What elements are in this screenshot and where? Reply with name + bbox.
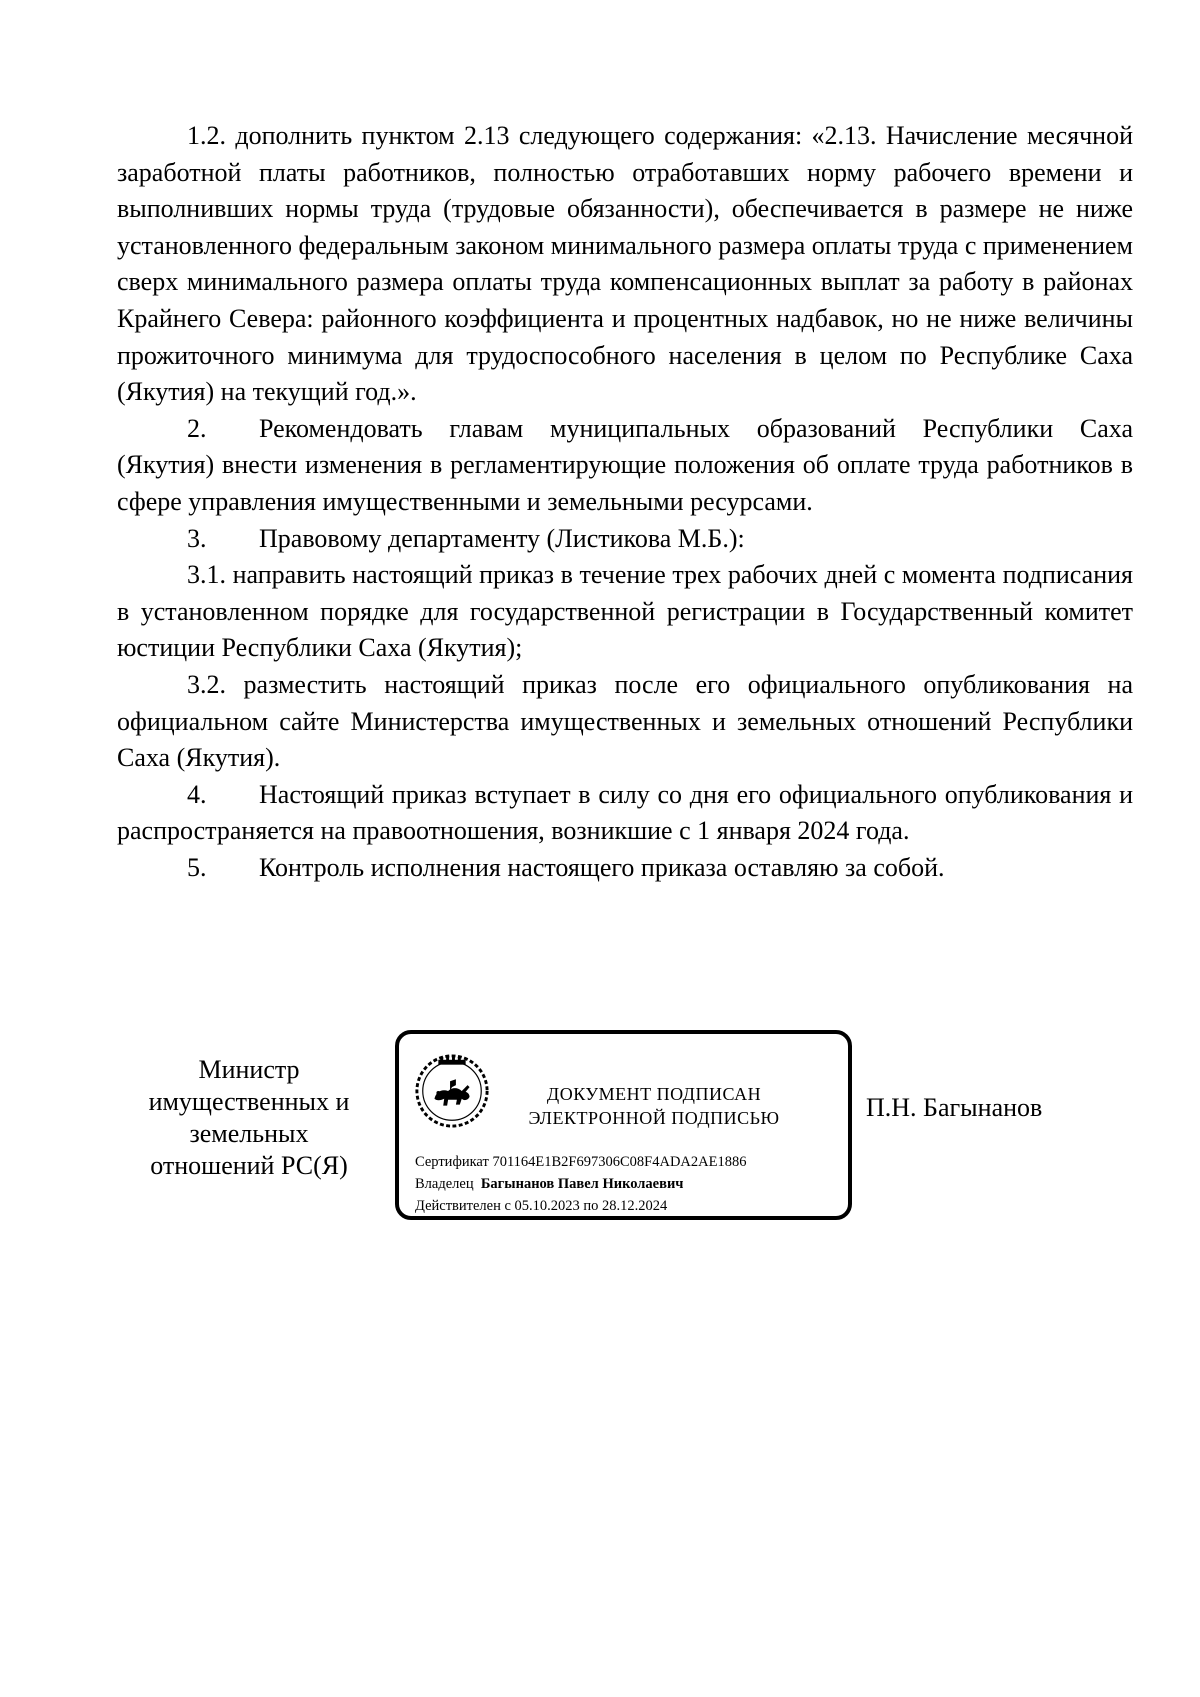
paragraph-text: Настоящий приказ вступает в силу со дня его официального опубликования и распространяется на правоотношения, возникшие с 1 января 2024 года. [117,779,1133,846]
paragraph-3-2 [117,667,1133,777]
paragraph-3 [117,521,1133,558]
paragraph-5 [117,850,1133,887]
paragraph-text: 3.2. разместить настоящий приказ после его официального опубликования на официальном сайте Министерства имущественных и земельных отношений Республики Саха (Якутия). [117,669,1133,773]
stamp-owner-label: Владелец [415,1176,474,1192]
signature-block [0,1020,1200,1240]
stamp-title [504,1082,804,1130]
paragraph-text: Рекомендовать главам муниципальных образований Республики Саха (Якутия) внести изменения в регламентирующие положения об оплате труда работников в сфере управления имущественными и земельными ресурсами. [117,413,1133,516]
paragraph-number: 2. [187,413,207,443]
signer-position-line: Министр [198,1055,300,1084]
paragraph-number: 3. [187,523,207,553]
document-body [117,118,1133,886]
paragraph-1-2 [117,118,1133,411]
stamp-certificate: Сертификат 701164E1B2F697306C08F4ADA2AE1886 [415,1154,747,1170]
stamp-validity: Действителен с 05.10.2023 по 28.12.2024 [415,1198,668,1214]
signer-position-line: земельных [189,1119,309,1148]
electronic-signature-stamp [395,1030,852,1220]
coat-of-arms-icon [413,1052,491,1130]
paragraph-text: 3.1. направить настоящий приказ в течение трех рабочих дней с момента подписания в установленном порядке для государственной регистрации в Государственный комитет юстиции Республики Саха (Якутия); [117,560,1133,663]
stamp-title-line: ДОКУМЕНТ ПОДПИСАН [546,1084,762,1104]
paragraph-number: 5. [187,852,207,882]
stamp-title-line: ЭЛЕКТРОННОЙ ПОДПИСЬЮ [528,1108,780,1128]
signer-position-line: отношений РС(Я) [150,1151,348,1180]
signer-position-line: имущественных и [148,1087,350,1116]
stamp-owner-name: Багынанов Павел Николаевич [480,1176,684,1192]
paragraph-number: 4. [187,779,207,809]
signer-position [118,1054,380,1182]
paragraph-text: Правовому департаменту (Листикова М.Б.): [259,523,745,553]
stamp-details [415,1151,746,1217]
paragraph-3-1 [117,557,1133,667]
stamp-owner [415,1173,746,1195]
signer-name: П.Н. Багынанов [866,1093,1043,1122]
paragraph-4 [117,777,1133,850]
paragraph-2 [117,411,1133,521]
paragraph-text: 1.2. дополнить пунктом 2.13 следующего содержания: «2.13. Начисление месячной заработной платы работников, полностью отработавших норму рабочего времени и выполнивших нормы труда (трудовые обязанности), обеспечивается в размере не ниже установленного федеральным законом минимального размера оплаты труда с применением сверх минимального размера оплаты труда компенсационных выплат за работу в районах Крайнего Севера: районного коэффициента и процентных надбавок, но не ниже величины прожиточного минимума для трудоспособного населения в целом по Республике Саха (Якутия) на текущий год.». [117,121,1133,407]
paragraph-text: Контроль исполнения настоящего приказа оставляю за собой. [259,852,945,882]
